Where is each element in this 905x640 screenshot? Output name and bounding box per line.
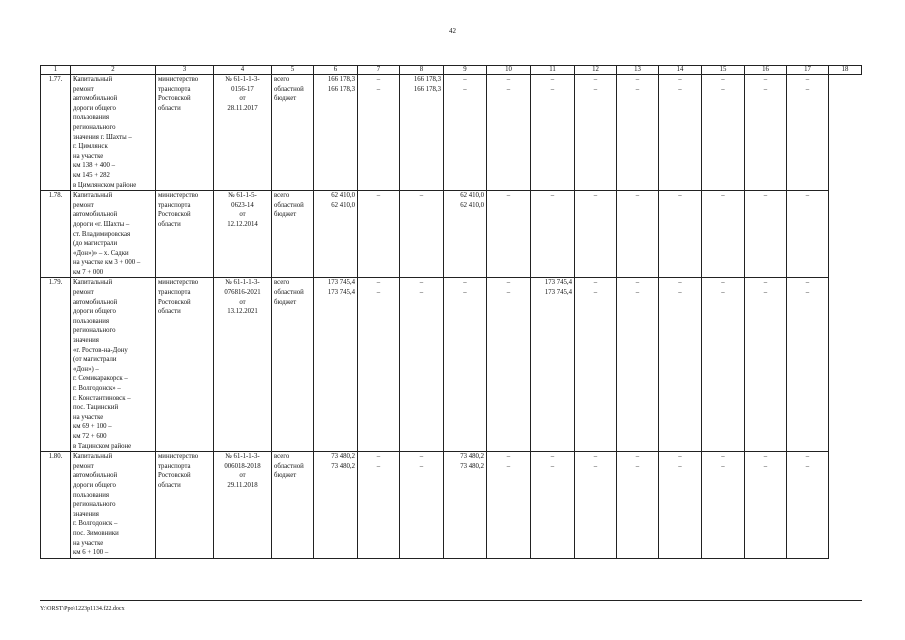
amount-regional: –: [678, 289, 682, 297]
cell-line: ремонт: [73, 289, 94, 297]
cell-line: 28.11.2017: [227, 104, 258, 112]
amount-regional: 62 410,0: [331, 201, 355, 209]
amount-cell: [787, 191, 829, 278]
cell-line: пользования: [73, 317, 110, 325]
amount-regional: –: [593, 85, 598, 93]
amount-cell: [314, 278, 358, 452]
amount-total: –: [506, 192, 511, 200]
cell-line: 0156-17: [231, 85, 254, 93]
amount-regional: [661, 201, 699, 211]
cell-line: дороги общего: [73, 481, 116, 489]
amount-cell: [617, 278, 659, 452]
column-header: 14: [659, 66, 702, 75]
column-header: 10: [487, 66, 531, 75]
amount-regional: –: [376, 85, 381, 93]
amount-regional: –: [805, 462, 810, 470]
cell-line: г. Цимлянск: [73, 143, 108, 151]
cell-line: 006018-2018: [224, 462, 261, 470]
amount-total: –: [805, 76, 810, 83]
amount-regional: –: [763, 85, 768, 93]
amount-total: –: [419, 279, 424, 287]
cell-line: области: [158, 308, 181, 316]
amount-regional: –: [463, 85, 467, 93]
amount-regional: [619, 201, 656, 211]
amount-regional: –: [635, 289, 640, 297]
responsible-org: [156, 452, 214, 559]
cell-line: ст. Владимировская: [73, 230, 131, 238]
amount-regional: [789, 201, 826, 211]
amount-total: –: [678, 192, 682, 200]
amount-total: –: [805, 192, 810, 200]
amount-total: –: [763, 453, 768, 461]
amount-cell: [358, 191, 400, 278]
amount-regional: –: [463, 289, 467, 297]
amount-cell: [314, 452, 358, 559]
cell-line: дороги общего: [73, 104, 116, 112]
amount-cell: [531, 75, 575, 191]
budget-table: [40, 65, 862, 559]
amount-total: –: [721, 192, 725, 200]
cell-line: автомобильной: [73, 211, 118, 219]
cell-line: (от магистрали: [73, 356, 117, 364]
expertise-document: [214, 278, 272, 452]
amount-cell: [787, 75, 829, 191]
amount-total: –: [593, 279, 598, 287]
cell-line: от: [239, 298, 246, 306]
cell-line: автомобильной: [73, 472, 118, 480]
amount-cell: [575, 452, 617, 559]
amount-cell: [617, 75, 659, 191]
cell-line: км 6 + 100 –: [73, 549, 109, 557]
amount-total: –: [550, 76, 555, 83]
amount-total: –: [721, 76, 725, 83]
amount-total: –: [376, 279, 381, 287]
amount-total: –: [463, 76, 467, 83]
cell-line: пос. Зимовники: [73, 529, 119, 537]
cell-line: «Дон»)» – х. Садки: [73, 249, 129, 257]
amount-total: –: [635, 453, 640, 461]
responsible-org: [156, 75, 214, 191]
amount-regional: –: [678, 462, 682, 470]
cell-line: на участке: [73, 539, 104, 547]
cell-line: г. Волгодонск –: [73, 520, 118, 528]
amount-cell: [444, 452, 487, 559]
amount-cell: [400, 278, 444, 452]
table-bottom-border: [40, 600, 862, 601]
cell-line: регионального: [73, 123, 116, 131]
column-header: 13: [617, 66, 659, 75]
cell-line: пос. Тацинский: [73, 404, 119, 412]
cell-line: пользования: [73, 491, 110, 499]
amount-regional: [577, 201, 614, 211]
amount-cell: [531, 452, 575, 559]
amount-total: 166 178,3: [327, 76, 355, 83]
column-header: 9: [444, 66, 487, 75]
amount-cell: [745, 452, 787, 559]
object-name: [71, 75, 156, 191]
amount-total: –: [550, 453, 555, 461]
table-row: [41, 75, 862, 191]
column-header: 11: [531, 66, 575, 75]
row-number: 1.77.: [41, 75, 71, 191]
amount-regional: –: [506, 289, 511, 297]
amount-regional: [747, 201, 784, 211]
cell-line: транспорта: [158, 201, 191, 209]
cell-line: «Дон») –: [73, 365, 99, 373]
amount-cell: [575, 191, 617, 278]
amount-total: –: [463, 279, 467, 287]
cell-line: Ростовской: [158, 298, 191, 306]
amount-regional: –: [550, 85, 555, 93]
amount-regional: –: [678, 85, 682, 93]
amount-regional: –: [506, 462, 511, 470]
source-total: всего: [274, 192, 290, 200]
amount-cell: [314, 75, 358, 191]
amount-regional: –: [376, 462, 381, 470]
cell-line: 0623-14: [231, 201, 254, 209]
amount-regional: 73 480,2: [331, 462, 355, 470]
amount-cell: [702, 75, 745, 191]
amount-regional: –: [506, 85, 511, 93]
amount-total: 73 480,2: [460, 453, 484, 461]
cell-line: от: [239, 95, 246, 103]
amount-total: –: [593, 76, 598, 83]
cell-line: дороги общего: [73, 308, 116, 316]
amount-cell: [487, 278, 531, 452]
amount-total: –: [593, 192, 598, 200]
amount-regional: [402, 201, 441, 211]
amount-cell: [358, 452, 400, 559]
expertise-document: [214, 191, 272, 278]
amount-regional: –: [721, 462, 725, 470]
amount-cell: [400, 191, 444, 278]
amount-total: 173 745,4: [327, 279, 355, 287]
amount-regional: [533, 201, 572, 211]
cell-line: области: [158, 481, 181, 489]
cell-line: км 138 + 400 –: [73, 162, 116, 170]
cell-line: ремонт: [73, 462, 94, 470]
funding-source: [272, 191, 314, 278]
amount-cell: [444, 191, 487, 278]
column-header: 7: [358, 66, 400, 75]
cell-line: № 61-1-1-3-: [225, 279, 260, 287]
column-header: 18: [829, 66, 862, 75]
source-total: всего: [274, 453, 290, 461]
cell-line: в Тацинском районе: [73, 442, 132, 450]
cell-line: Ростовской: [158, 211, 191, 219]
amount-total: –: [376, 453, 381, 461]
row-number: 1.80.: [41, 452, 71, 559]
amount-cell: [617, 452, 659, 559]
amount-cell: [787, 452, 829, 559]
cell-line: автомобильной: [73, 298, 118, 306]
amount-regional: –: [721, 289, 725, 297]
column-header: 16: [745, 66, 787, 75]
cell-line: значения: [73, 337, 99, 345]
cell-line: № 61-1-1-3-: [225, 453, 260, 461]
cell-line: пользования: [73, 114, 110, 122]
amount-total: –: [419, 453, 424, 461]
amount-cell: [314, 191, 358, 278]
amount-cell: [659, 75, 702, 191]
amount-regional: –: [635, 462, 640, 470]
cell-line: транспорта: [158, 85, 191, 93]
amount-total: –: [678, 76, 682, 83]
cell-line: Ростовской: [158, 95, 191, 103]
cell-line: транспорта: [158, 462, 191, 470]
table-row: [41, 191, 862, 278]
amount-regional: [360, 201, 397, 211]
amount-cell: [358, 75, 400, 191]
amount-regional: –: [419, 462, 424, 470]
column-header: 6: [314, 66, 358, 75]
amount-total: –: [678, 279, 682, 287]
footer-file-path: Y:\ORST\Ppo\1223p1134.f22.docx: [40, 606, 125, 612]
amount-cell: [617, 191, 659, 278]
funding-source: [272, 278, 314, 452]
amount-cell: [487, 191, 531, 278]
amount-total: 173 745,4: [544, 279, 572, 287]
amount-cell: [702, 452, 745, 559]
amount-total: –: [721, 453, 725, 461]
amount-total: –: [419, 192, 424, 200]
amount-regional: –: [805, 85, 810, 93]
table-row: [41, 452, 862, 559]
cell-line: (до магистрали: [73, 240, 118, 248]
amount-cell: [400, 452, 444, 559]
amount-total: –: [805, 453, 810, 461]
amount-total: –: [763, 279, 768, 287]
amount-total: –: [550, 192, 555, 200]
cell-line: на участке: [73, 413, 104, 421]
amount-total: –: [506, 453, 511, 461]
cell-line: министерство: [158, 192, 199, 200]
cell-line: дороги «г. Шахты –: [73, 220, 130, 228]
amount-regional: [704, 201, 742, 211]
cell-line: области: [158, 220, 181, 228]
column-header: 15: [702, 66, 745, 75]
cell-line: значения: [73, 510, 99, 518]
source-regional: областной бюджет: [274, 201, 304, 219]
amount-cell: [575, 75, 617, 191]
cell-line: значения г. Шахты –: [73, 133, 132, 141]
source-total: всего: [274, 76, 290, 83]
cell-line: «г. Ростов-на-Дону: [73, 346, 128, 354]
amount-cell: [400, 75, 444, 191]
source-regional: областной бюджет: [274, 85, 304, 103]
amount-cell: [531, 278, 575, 452]
column-header: 2: [71, 66, 156, 75]
amount-regional: –: [593, 462, 598, 470]
amount-total: –: [635, 279, 640, 287]
cell-line: № 61-1-5-: [228, 192, 257, 200]
amount-total: –: [721, 279, 725, 287]
cell-line: км 145 + 282: [73, 171, 110, 179]
source-regional: областной бюджет: [274, 289, 304, 306]
responsible-org: [156, 191, 214, 278]
cell-line: от: [239, 472, 246, 480]
expertise-document: [214, 75, 272, 191]
amount-cell: [531, 191, 575, 278]
amount-total: –: [376, 192, 381, 200]
funding-source: [272, 75, 314, 191]
amount-cell: [787, 278, 829, 452]
object-name: [71, 278, 156, 452]
amount-total: 62 410,0: [331, 192, 355, 200]
amount-cell: [444, 75, 487, 191]
amount-total: –: [593, 453, 598, 461]
cell-line: № 61-1-1-3-: [225, 76, 260, 83]
source-regional: областной бюджет: [274, 462, 304, 480]
cell-line: г. Семикаракорск –: [73, 375, 128, 383]
amount-regional: –: [635, 85, 640, 93]
column-header: 1: [41, 66, 71, 75]
cell-line: в Цимлянском районе: [73, 181, 137, 189]
cell-line: автомобильной: [73, 95, 118, 103]
cell-line: регионального: [73, 501, 116, 509]
amount-regional: –: [805, 289, 810, 297]
cell-line: ремонт: [73, 85, 94, 93]
row-number: 1.79.: [41, 278, 71, 452]
amount-cell: [358, 278, 400, 452]
amount-total: –: [763, 76, 768, 83]
cell-line: г. Волгодонск» –: [73, 385, 121, 392]
cell-line: на участке км 3 + 000 –: [73, 259, 141, 267]
amount-total: 73 480,2: [331, 453, 355, 461]
amount-cell: [702, 278, 745, 452]
amount-regional: –: [376, 289, 381, 297]
cell-line: 12.12.2014: [227, 220, 258, 228]
column-header: 5: [272, 66, 314, 75]
cell-line: Капитальный: [73, 279, 113, 287]
cell-line: министерство: [158, 76, 199, 83]
cell-line: км 7 + 000: [73, 268, 104, 276]
object-name: [71, 191, 156, 278]
cell-line: министерство: [158, 453, 199, 461]
amount-regional: 173 745,4: [544, 289, 572, 297]
amount-total: –: [635, 192, 640, 200]
amount-total: 62 410,0: [460, 192, 484, 200]
amount-cell: [444, 278, 487, 452]
amount-cell: [659, 278, 702, 452]
cell-line: транспорта: [158, 289, 191, 297]
amount-regional: –: [550, 462, 555, 470]
amount-cell: [659, 191, 702, 278]
amount-total: –: [763, 192, 768, 200]
cell-line: 29.11.2018: [227, 481, 258, 489]
header-row: [41, 66, 862, 75]
page-number: 42: [449, 27, 456, 35]
amount-cell: [745, 191, 787, 278]
responsible-org: [156, 278, 214, 452]
amount-regional: –: [593, 289, 598, 297]
cell-line: области: [158, 104, 181, 112]
cell-line: Капитальный: [73, 76, 113, 83]
cell-line: 13.12.2021: [227, 308, 258, 316]
amount-total: –: [635, 76, 640, 83]
amount-total: –: [506, 279, 511, 287]
amount-total: –: [506, 76, 511, 83]
amount-regional: 166 178,3: [413, 85, 441, 93]
source-total: всего: [274, 279, 290, 287]
column-header: 3: [156, 66, 214, 75]
cell-line: Капитальный: [73, 192, 113, 200]
row-number: 1.78.: [41, 191, 71, 278]
cell-line: 076816-2021: [224, 289, 261, 297]
column-header: 8: [400, 66, 444, 75]
column-header: 17: [787, 66, 829, 75]
amount-regional: 73 480,2: [460, 462, 484, 470]
amount-total: –: [678, 453, 682, 461]
column-header: 12: [575, 66, 617, 75]
amount-cell: [745, 278, 787, 452]
cell-line: ремонт: [73, 201, 94, 209]
column-header: 4: [214, 66, 272, 75]
amount-cell: [659, 452, 702, 559]
cell-line: Капитальный: [73, 453, 113, 461]
table-row: [41, 278, 862, 452]
cell-line: министерство: [158, 279, 199, 287]
amount-regional: [489, 201, 528, 211]
amount-regional: 173 745,4: [327, 289, 355, 297]
cell-line: км 72 + 600: [73, 432, 107, 440]
amount-total: 166 178,3: [413, 76, 441, 83]
amount-regional: –: [419, 289, 424, 297]
amount-cell: [702, 191, 745, 278]
amount-regional: –: [763, 289, 768, 297]
cell-line: Ростовской: [158, 472, 191, 480]
amount-regional: 62 410,0: [460, 201, 484, 209]
cell-line: г. Константиновск –: [73, 394, 131, 402]
amount-cell: [745, 75, 787, 191]
amount-cell: [575, 278, 617, 452]
cell-line: на участке: [73, 152, 104, 160]
expertise-document: [214, 452, 272, 559]
cell-line: от: [239, 211, 246, 219]
amount-regional: 166 178,3: [327, 85, 355, 93]
object-name: [71, 452, 156, 559]
amount-cell: [487, 452, 531, 559]
funding-source: [272, 452, 314, 559]
amount-cell: [487, 75, 531, 191]
amount-total: –: [805, 279, 810, 287]
cell-line: км 69 + 100 –: [73, 423, 112, 431]
amount-regional: –: [763, 462, 768, 470]
cell-line: регионального: [73, 327, 116, 335]
amount-regional: –: [721, 85, 725, 93]
amount-total: –: [376, 76, 381, 83]
